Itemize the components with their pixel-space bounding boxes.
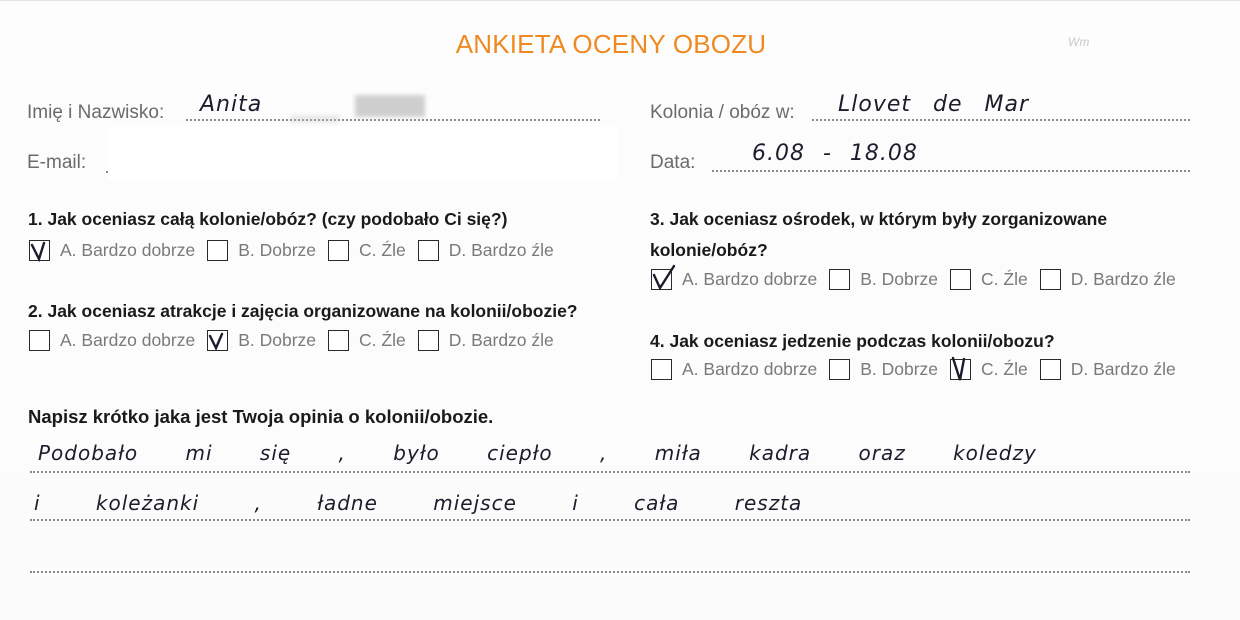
q4-option-d[interactable] <box>1040 359 1176 380</box>
q2-option-d[interactable] <box>418 330 554 351</box>
opinion-line-1 <box>30 471 1190 473</box>
q4-checkbox-d[interactable] <box>1040 359 1061 380</box>
question-2: 2. Jak oceniasz atrakcje i zajęcia organizowane na kolonii/obozie? <box>28 301 578 321</box>
name-smudge <box>290 115 340 123</box>
q4-option-b[interactable] <box>829 359 938 380</box>
name-label: Imię i Nazwisko: <box>27 102 165 123</box>
question-1: 1. Jak oceniasz całą kolonie/obóz? (czy podobało Ci się?) <box>28 209 508 229</box>
q4-option-a-label: A. Bardzo dobrze <box>682 359 818 379</box>
checkmark-icon <box>949 354 975 384</box>
camp-label: Kolonia / obóz w: <box>650 102 795 123</box>
camp-value[interactable]: Llovet de Mar <box>838 92 1030 117</box>
q1-option-a-label: A. Bardzo dobrze <box>60 240 196 260</box>
q4-checkbox-b[interactable] <box>829 359 850 380</box>
q2-option-b[interactable] <box>207 330 316 351</box>
question-3-options <box>651 269 1188 290</box>
q3-option-c-label: C. Źle <box>981 269 1028 289</box>
date-label: Data: <box>650 152 696 173</box>
q1-option-b[interactable] <box>207 240 316 261</box>
opinion-line-2 <box>30 519 1190 521</box>
corner-mark: Wm <box>1068 35 1090 49</box>
date-value[interactable]: 6.08 - 18.08 <box>752 141 918 166</box>
q2-checkbox-a[interactable] <box>29 330 50 351</box>
q2-option-c-label: C. Źle <box>359 330 406 350</box>
name-pixelated <box>355 95 425 117</box>
q1-checkbox-a[interactable] <box>29 240 50 261</box>
q1-option-d-label: D. Bardzo źle <box>448 240 554 260</box>
q1-option-c[interactable] <box>328 240 406 261</box>
q4-option-c[interactable] <box>950 359 1028 380</box>
q2-option-a[interactable] <box>29 330 195 351</box>
question-3-line-1: 3. Jak oceniasz ośrodek, w którym były zorganizowane <box>650 209 1108 229</box>
question-3-line-2: kolonie/obóz? <box>650 240 768 260</box>
camp-line <box>812 119 1190 121</box>
q3-option-a-label: A. Bardzo dobrze <box>682 269 818 289</box>
q1-checkbox-d[interactable] <box>418 240 439 261</box>
q1-option-d[interactable] <box>418 240 554 261</box>
opinion-text-1[interactable]: Podobało mi się , było ciepło , miła kadra oraz koledzy <box>38 441 1037 465</box>
q1-option-a[interactable] <box>29 240 195 261</box>
q2-option-d-label: D. Bardzo źle <box>448 330 554 350</box>
opinion-text-2[interactable]: i koleżanki , ładne miejsce i cała reszta <box>34 491 803 515</box>
q3-checkbox-c[interactable] <box>950 269 971 290</box>
q3-option-c[interactable] <box>950 269 1028 290</box>
q4-option-a[interactable] <box>651 359 817 380</box>
opinion-line-3 <box>30 571 1190 573</box>
q3-option-d[interactable] <box>1040 269 1176 290</box>
q1-option-b-label: B. Dobrze <box>238 240 317 260</box>
form-title: ANKIETA OCENY OBOZU <box>455 29 767 59</box>
q1-option-c-label: C. Źle <box>359 240 406 260</box>
q3-checkbox-a[interactable] <box>651 269 672 290</box>
email-redaction[interactable] <box>108 126 618 180</box>
q3-option-a[interactable] <box>651 269 817 290</box>
question-4-options <box>651 359 1188 380</box>
email-label: E-mail: <box>27 152 87 173</box>
q2-option-a-label: A. Bardzo dobrze <box>60 330 196 350</box>
q3-checkbox-b[interactable] <box>829 269 850 290</box>
checkmark-icon <box>206 325 232 353</box>
q4-checkbox-c[interactable] <box>950 359 971 380</box>
q4-option-c-label: C. Źle <box>981 359 1028 379</box>
q3-option-b-label: B. Dobrze <box>860 269 939 289</box>
date-line <box>712 170 1190 172</box>
name-value[interactable]: Anita <box>200 92 263 117</box>
q2-checkbox-d[interactable] <box>418 330 439 351</box>
name-line <box>186 119 600 121</box>
question-4: 4. Jak oceniasz jedzenie podczas kolonii/obozu? <box>650 331 1055 351</box>
q3-option-b[interactable] <box>829 269 938 290</box>
q4-option-b-label: B. Dobrze <box>860 359 939 379</box>
q4-option-d-label: D. Bardzo źle <box>1070 359 1176 379</box>
question-1-options <box>29 240 566 261</box>
checkmark-icon <box>28 235 54 263</box>
q4-checkbox-a[interactable] <box>651 359 672 380</box>
q1-checkbox-c[interactable] <box>328 240 349 261</box>
opinion-prompt: Napisz krótko jaka jest Twoja opinia o kolonii/obozie. <box>28 406 494 427</box>
q2-option-b-label: B. Dobrze <box>238 330 317 350</box>
q2-checkbox-b[interactable] <box>207 330 228 351</box>
checkmark-icon <box>650 264 680 294</box>
q3-checkbox-d[interactable] <box>1040 269 1061 290</box>
q1-checkbox-b[interactable] <box>207 240 228 261</box>
question-2-options <box>29 330 566 351</box>
q3-option-d-label: D. Bardzo źle <box>1070 269 1176 289</box>
q2-option-c[interactable] <box>328 330 406 351</box>
q2-checkbox-c[interactable] <box>328 330 349 351</box>
